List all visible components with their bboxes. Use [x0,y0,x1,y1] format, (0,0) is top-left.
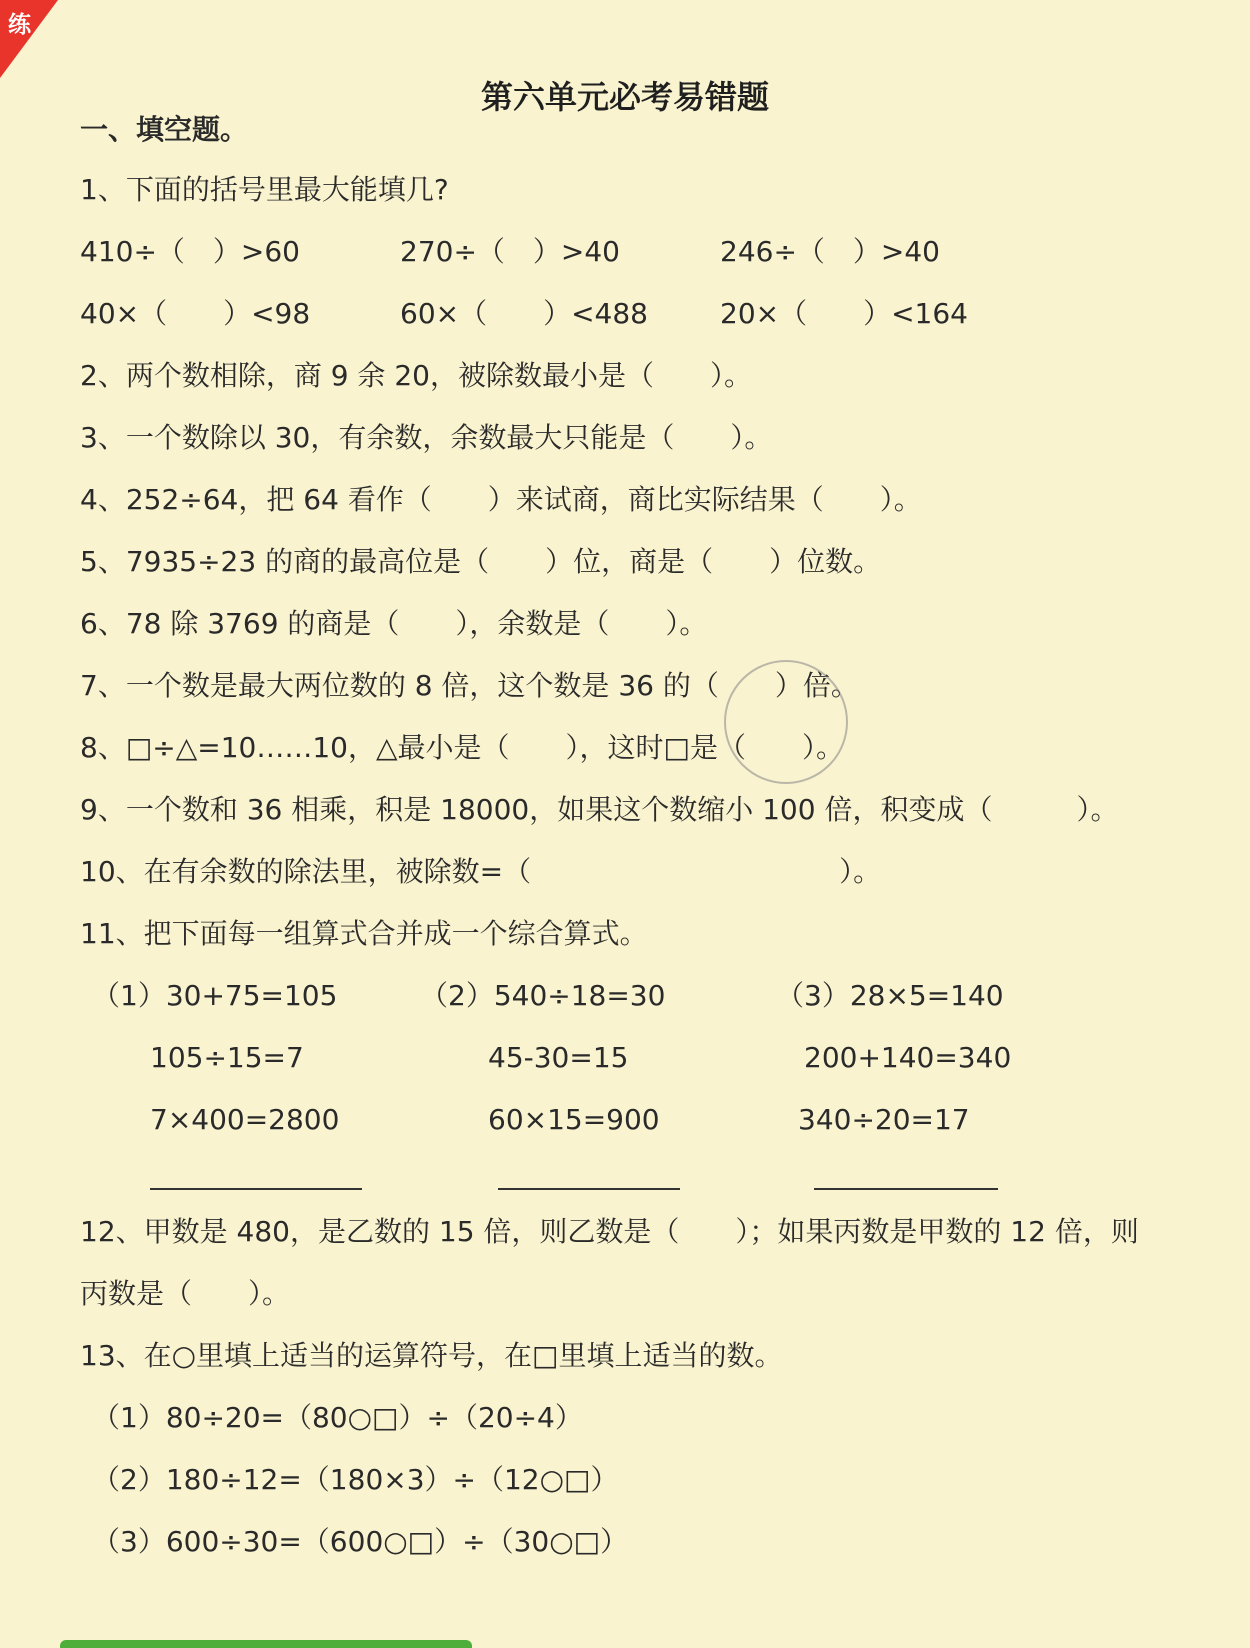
question-7: 7、一个数是最大两位数的 8 倍，这个数是 36 的（ ）倍。 [80,669,859,702]
question-11-step: 60×15=900 [488,1103,660,1136]
section-heading: 一、填空题。 [80,113,249,146]
answer-blank[interactable] [498,1188,680,1190]
question-1-prompt: 1、下面的括号里最大能填几? [80,173,449,206]
corner-tag-label: 练 [8,12,31,38]
question-11-group-label: （1）30+75=105 [92,979,338,1012]
answer-blank[interactable] [814,1188,998,1190]
answer-blank[interactable] [150,1188,362,1190]
question-4: 4、252÷64，把 64 看作（ ）来试商，商比实际结果（ ）。 [80,483,922,516]
question-12-line1: 12、甲数是 480，是乙数的 15 倍，则乙数是（ ）；如果丙数是甲数的 12 倍，则 [80,1215,1139,1248]
question-1-item: 246÷（ ）>40 [720,235,940,268]
question-11-step: 105÷15=7 [150,1041,304,1074]
question-8: 8、□÷△=10……10，△最小是（ ），这时□是（ ）。 [80,731,844,764]
question-13-prompt: 13、在○里填上适当的运算符号，在□里填上适当的数。 [80,1339,783,1372]
question-2: 2、两个数相除，商 9 余 20，被除数最小是（ ）。 [80,359,752,392]
page-title: 第六单元必考易错题 [480,78,769,116]
question-11-step: 200+140=340 [804,1041,1012,1074]
question-11-step: 340÷20=17 [798,1103,970,1136]
question-11-step: 7×400=2800 [150,1103,340,1136]
question-13-item: （1）80÷20=（80○□）÷（20÷4） [92,1401,583,1434]
question-1-item: 60×（ ）<488 [400,297,648,330]
question-12-line2: 丙数是（ ）。 [80,1277,291,1310]
question-13-item: （2）180÷12=（180×3）÷（12○□） [92,1463,619,1496]
question-11-prompt: 11、把下面每一组算式合并成一个综合算式。 [80,917,648,950]
question-1-item: 410÷（ ）>60 [80,235,300,268]
question-10: 10、在有余数的除法里，被除数=（ ）。 [80,855,882,888]
question-1-item: 20×（ ）<164 [720,297,968,330]
question-13-item: （3）600÷30=（600○□）÷（30○□） [92,1525,629,1558]
question-1-item: 40×（ ）<98 [80,297,311,330]
question-5: 5、7935÷23 的商的最高位是（ ）位，商是（ ）位数。 [80,545,882,578]
question-11-step: 45-30=15 [488,1041,629,1074]
question-1-item: 270÷（ ）>40 [400,235,620,268]
question-11-group-label: （3）28×5=140 [776,979,1004,1012]
question-6: 6、78 除 3769 的商是（ ），余数是（ ）。 [80,607,708,640]
question-9: 9、一个数和 36 相乘，积是 18000，如果这个数缩小 100 倍，积变成（ ）。 [80,793,1119,826]
question-3: 3、一个数除以 30，有余数，余数最大只能是（ ）。 [80,421,773,454]
bottom-decor-bar [60,1640,472,1648]
question-11-group-label: （2）540÷18=30 [420,979,666,1012]
stamp-seal [724,660,848,784]
